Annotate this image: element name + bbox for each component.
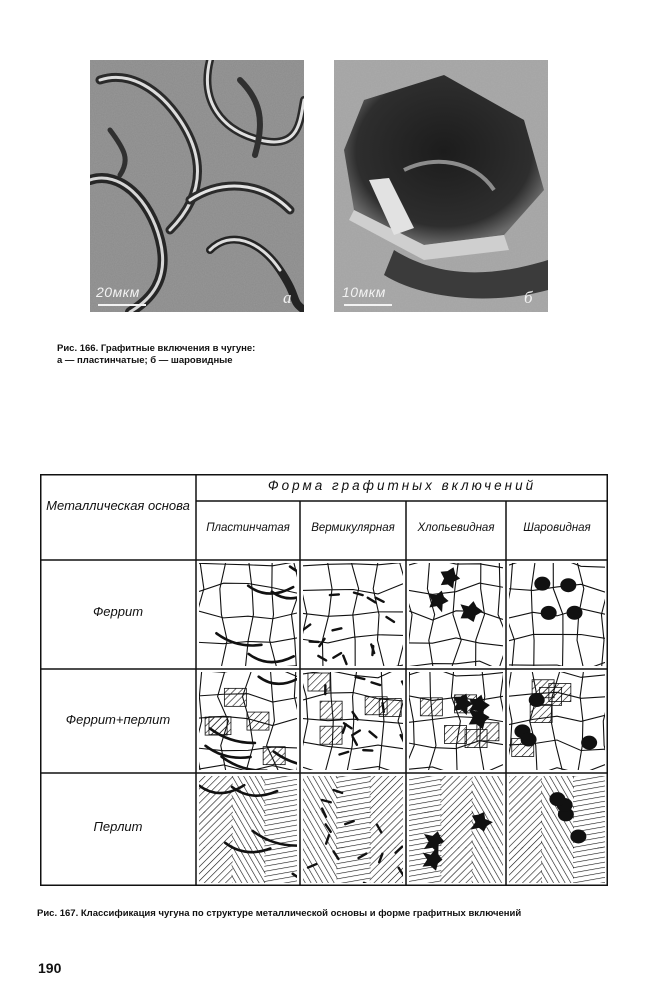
microstructure-mixed-spheroidal xyxy=(505,669,608,776)
microstructure-ferrite-vermicular xyxy=(298,562,407,671)
microstructure-pearlite-flake xyxy=(409,776,504,884)
classification-table xyxy=(40,474,608,886)
column-group-title: Форма графитных включений xyxy=(267,478,537,493)
panel-letter-b: б xyxy=(524,288,533,307)
figure-166-caption-line1: Рис. 166. Графитные включения в чугуне: xyxy=(57,343,256,354)
column-header-flake: Хлопьевидная xyxy=(417,522,495,534)
figure-167-caption: Рис. 167. Классификация чугуна по структуре металлической основы и форме графитных включений xyxy=(37,908,522,919)
scale-bar-b xyxy=(344,304,392,306)
microstructure-pearlite-vermicular xyxy=(303,776,404,886)
column-header-vermicular: Вермикулярная xyxy=(311,522,395,534)
microstructure-mixed-flake xyxy=(404,668,509,775)
row-label-pearlite: Перлит xyxy=(93,819,143,834)
scale-label-a: 20мкм xyxy=(96,284,140,300)
panel-letter-a: а xyxy=(283,288,292,307)
column-header-spheroidal: Шаровидная xyxy=(523,522,591,534)
microstructure-ferrite-lamellar xyxy=(194,561,335,669)
photo-spheroidal-graphite xyxy=(334,60,548,312)
column-header-lamellar: Пластинчатая xyxy=(206,522,290,534)
scale-label-b: 10мкм xyxy=(342,284,386,300)
figure-166-caption-line2: а — пластинчатые; б — шаровидные xyxy=(57,355,233,366)
microstructure-ferrite-spheroidal xyxy=(506,557,608,671)
row-label-ferrite-pearlite: Феррит+перлит xyxy=(65,712,171,727)
row-header-title: Металлическая основа xyxy=(46,498,190,513)
page-number: 190 xyxy=(38,960,62,976)
scale-bar-a xyxy=(98,304,146,306)
row-label-ferrite: Феррит xyxy=(92,604,144,619)
figure-166-caption xyxy=(57,343,387,367)
microstructure-pearlite-spheroidal xyxy=(509,776,606,884)
photo-lamellar-graphite xyxy=(90,60,304,312)
microstructure-ferrite-flake xyxy=(404,558,509,671)
microstructure-mixed-vermicular xyxy=(297,666,407,775)
